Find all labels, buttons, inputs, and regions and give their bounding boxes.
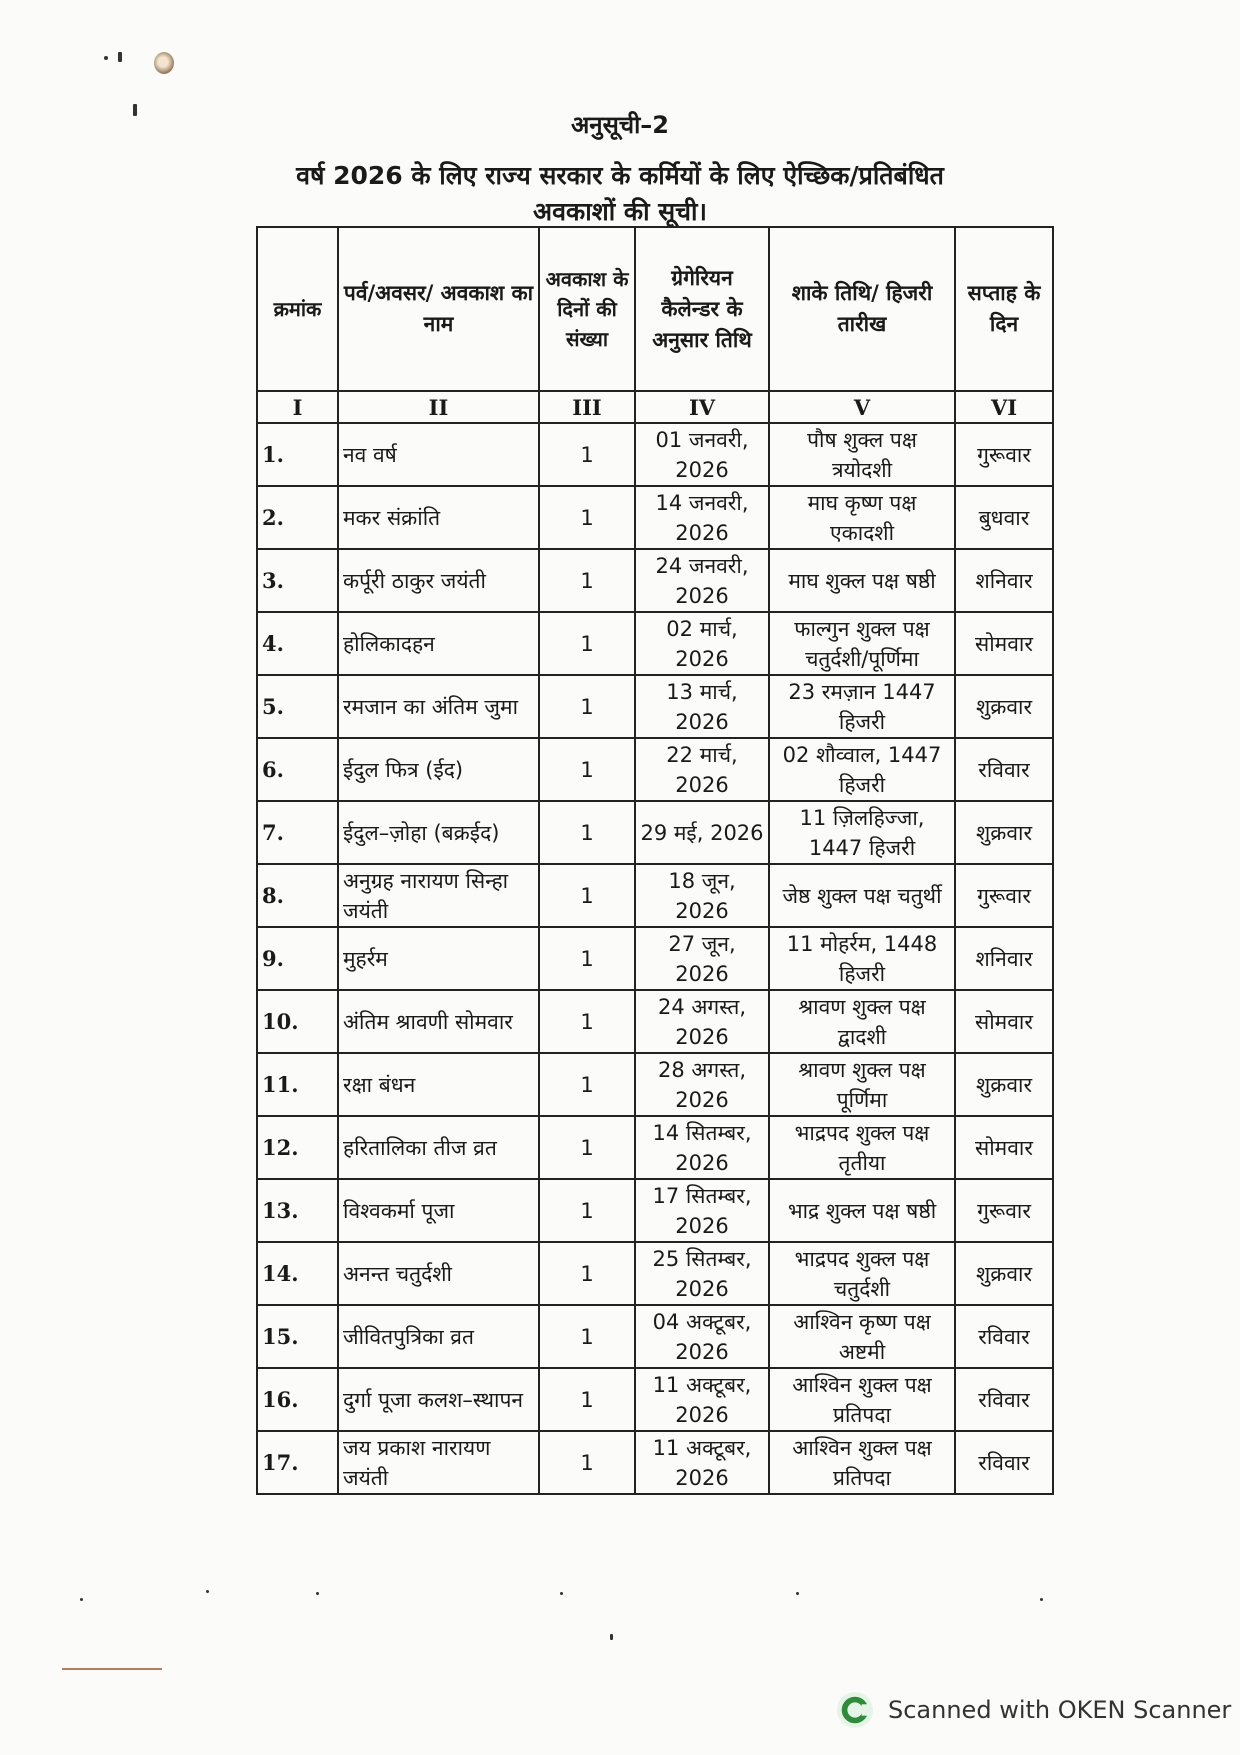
holiday-name: जीवितपुत्रिका व्रत	[338, 1305, 539, 1368]
holiday-days: 1	[539, 1305, 635, 1368]
gregorian-date: 27 जून, 2026	[635, 927, 769, 990]
gregorian-date: 04 अक्टूबर, 2026	[635, 1305, 769, 1368]
shake-hijri-date: आश्विन कृष्ण पक्ष अष्टमी	[769, 1305, 955, 1368]
serial-number: 6.	[257, 738, 338, 801]
table-row	[257, 1053, 1053, 1116]
shake-hijri-date: माघ कृष्ण पक्ष एकादशी	[769, 486, 955, 549]
weekday: रविवार	[955, 738, 1053, 801]
holiday-name: रक्षा बंधन	[338, 1053, 539, 1116]
table-row	[257, 990, 1053, 1053]
column-header-serial: क्रमांक	[257, 227, 338, 391]
shake-hijri-date: श्रावण शुक्ल पक्ष पूर्णिमा	[769, 1053, 955, 1116]
shake-hijri-date: फाल्गुन शुक्ल पक्ष चतुर्दशी/पूर्णिमा	[769, 612, 955, 675]
punch-hole	[154, 52, 174, 74]
holiday-name: अनन्त चतुर्दशी	[338, 1242, 539, 1305]
weekday: शनिवार	[955, 549, 1053, 612]
column-header-name: पर्व/अवसर/ अवकाश का नाम	[338, 227, 539, 391]
weekday: सोमवार	[955, 990, 1053, 1053]
holiday-name: जय प्रकाश नारायण जयंती	[338, 1431, 539, 1494]
holiday-name: रमजान का अंतिम जुमा	[338, 675, 539, 738]
holiday-days: 1	[539, 549, 635, 612]
gregorian-date: 17 सितम्बर, 2026	[635, 1179, 769, 1242]
weekday: बुधवार	[955, 486, 1053, 549]
serial-number: 10.	[257, 990, 338, 1053]
shake-hijri-date: श्रावण शुक्ल पक्ष द्वादशी	[769, 990, 955, 1053]
shake-hijri-date: पौष शुक्ल पक्ष त्रयोदशी	[769, 423, 955, 486]
holiday-days: 1	[539, 990, 635, 1053]
serial-number: 12.	[257, 1116, 338, 1179]
holiday-name: नव वर्ष	[338, 423, 539, 486]
shake-hijri-date: भाद्रपद शुक्ल पक्ष चतुर्दशी	[769, 1242, 955, 1305]
roman-numeral: II	[338, 391, 539, 423]
weekday: शुक्रवार	[955, 1053, 1053, 1116]
gregorian-date: 18 जून, 2026	[635, 864, 769, 927]
weekday: शनिवार	[955, 927, 1053, 990]
serial-number: 2.	[257, 486, 338, 549]
document-title-line1: वर्ष 2026 के लिए राज्य सरकार के कर्मियों के लिए ऐच्छिक/प्रतिबंधित	[296, 161, 944, 190]
gregorian-date: 24 अगस्त, 2026	[635, 990, 769, 1053]
gregorian-date: 14 जनवरी, 2026	[635, 486, 769, 549]
serial-number: 13.	[257, 1179, 338, 1242]
document-title-line2: अवकाशों की सूची।	[533, 197, 707, 226]
weekday: रविवार	[955, 1368, 1053, 1431]
table-row	[257, 1179, 1053, 1242]
holiday-table	[256, 226, 1054, 1495]
serial-number: 11.	[257, 1053, 338, 1116]
serial-number: 8.	[257, 864, 338, 927]
roman-numeral: VI	[955, 391, 1053, 423]
column-header-shake-hijri: शाके तिथि/ हिजरी तारीख	[769, 227, 955, 391]
table-row	[257, 1431, 1053, 1494]
holiday-days: 1	[539, 1242, 635, 1305]
weekday: शुक्रवार	[955, 675, 1053, 738]
scan-speck	[796, 1592, 799, 1595]
table-row	[257, 549, 1053, 612]
weekday: रविवार	[955, 1431, 1053, 1494]
serial-number: 7.	[257, 801, 338, 864]
scan-edge-line	[62, 1668, 162, 1670]
roman-numeral: III	[539, 391, 635, 423]
gregorian-date: 22 मार्च, 2026	[635, 738, 769, 801]
scan-speck	[104, 56, 108, 60]
weekday: सोमवार	[955, 612, 1053, 675]
holiday-days: 1	[539, 738, 635, 801]
shake-hijri-date: 02 शौव्वाल, 1447 हिजरी	[769, 738, 955, 801]
gregorian-date: 28 अगस्त, 2026	[635, 1053, 769, 1116]
holiday-days: 1	[539, 864, 635, 927]
holiday-name: कर्पूरी ठाकुर जयंती	[338, 549, 539, 612]
holiday-days: 1	[539, 1116, 635, 1179]
holiday-name: अनुग्रह नारायण सिन्हा जयंती	[338, 864, 539, 927]
serial-number: 14.	[257, 1242, 338, 1305]
table-row	[257, 423, 1053, 486]
column-header-weekday: सप्ताह के दिन	[955, 227, 1053, 391]
serial-number: 9.	[257, 927, 338, 990]
holiday-days: 1	[539, 675, 635, 738]
serial-number: 5.	[257, 675, 338, 738]
gregorian-date: 14 सितम्बर, 2026	[635, 1116, 769, 1179]
roman-numeral: V	[769, 391, 955, 423]
table-row	[257, 927, 1053, 990]
holiday-days: 1	[539, 1179, 635, 1242]
holiday-days: 1	[539, 927, 635, 990]
roman-numeral-row	[257, 391, 1053, 423]
gregorian-date: 29 मई, 2026	[635, 801, 769, 864]
holiday-name: मकर संक्रांति	[338, 486, 539, 549]
weekday: गुरूवार	[955, 423, 1053, 486]
serial-number: 4.	[257, 612, 338, 675]
shake-hijri-date: भाद्र शुक्ल पक्ष षष्ठी	[769, 1179, 955, 1242]
oken-scanner-logo-icon	[836, 1691, 874, 1729]
roman-numeral: IV	[635, 391, 769, 423]
holiday-name: होलिकादहन	[338, 612, 539, 675]
shake-hijri-date: 11 ज़िलहिज्जा, 1447 हिजरी	[769, 801, 955, 864]
serial-number: 17.	[257, 1431, 338, 1494]
table-row	[257, 612, 1053, 675]
weekday: गुरूवार	[955, 1179, 1053, 1242]
serial-number: 15.	[257, 1305, 338, 1368]
gregorian-date: 24 जनवरी, 2026	[635, 549, 769, 612]
scan-speck	[560, 1592, 563, 1595]
table-row	[257, 864, 1053, 927]
serial-number: 3.	[257, 549, 338, 612]
shake-hijri-date: आश्विन शुक्ल पक्ष प्रतिपदा	[769, 1431, 955, 1494]
scanner-watermark	[836, 1690, 1231, 1730]
weekday: शुक्रवार	[955, 801, 1053, 864]
serial-number: 1.	[257, 423, 338, 486]
gregorian-date: 01 जनवरी, 2026	[635, 423, 769, 486]
holiday-name: ईदुल फित्र (ईद)	[338, 738, 539, 801]
holiday-days: 1	[539, 801, 635, 864]
table-row	[257, 1305, 1053, 1368]
gregorian-date: 02 मार्च, 2026	[635, 612, 769, 675]
table-row	[257, 1116, 1053, 1179]
weekday: शुक्रवार	[955, 1242, 1053, 1305]
table-row	[257, 801, 1053, 864]
table-row	[257, 1242, 1053, 1305]
holiday-name: हरितालिका तीज व्रत	[338, 1116, 539, 1179]
holiday-days: 1	[539, 486, 635, 549]
shake-hijri-date: माघ शुक्ल पक्ष षष्ठी	[769, 549, 955, 612]
gregorian-date: 25 सितम्बर, 2026	[635, 1242, 769, 1305]
shake-hijri-date: 23 रमज़ान 1447 हिजरी	[769, 675, 955, 738]
gregorian-date: 11 अक्टूबर, 2026	[635, 1368, 769, 1431]
holiday-days: 1	[539, 1431, 635, 1494]
table-row	[257, 738, 1053, 801]
holiday-name: अंतिम श्रावणी सोमवार	[338, 990, 539, 1053]
shake-hijri-date: आश्विन शुक्ल पक्ष प्रतिपदा	[769, 1368, 955, 1431]
holiday-name: ईदुल–ज़ोहा (बक्रईद)	[338, 801, 539, 864]
table-row	[257, 486, 1053, 549]
scan-speck	[118, 52, 122, 62]
scan-speck	[1040, 1598, 1043, 1601]
holiday-name: मुहर्रम	[338, 927, 539, 990]
roman-numeral: I	[257, 391, 338, 423]
column-header-gregorian-date: ग्रेगेरियन कैलेन्डर के अनुसार तिथि	[635, 227, 769, 391]
holiday-days: 1	[539, 423, 635, 486]
shake-hijri-date: भाद्रपद शुक्ल पक्ष तृतीया	[769, 1116, 955, 1179]
holiday-days: 1	[539, 612, 635, 675]
scan-speck	[80, 1598, 83, 1601]
table-header-row	[257, 227, 1053, 391]
weekday: गुरूवार	[955, 864, 1053, 927]
scan-speck	[316, 1592, 319, 1595]
weekday: सोमवार	[955, 1116, 1053, 1179]
gregorian-date: 13 मार्च, 2026	[635, 675, 769, 738]
column-header-days: अवकाश के दिनों की संख्या	[539, 227, 635, 391]
scan-speck	[206, 1590, 209, 1593]
holiday-name: दुर्गा पूजा कलश–स्थापन	[338, 1368, 539, 1431]
shake-hijri-date: जेष्ठ शुक्ल पक्ष चतुर्थी	[769, 864, 955, 927]
weekday: रविवार	[955, 1305, 1053, 1368]
holiday-days: 1	[539, 1368, 635, 1431]
holiday-name: विश्वकर्मा पूजा	[338, 1179, 539, 1242]
shake-hijri-date: 11 मोहर्रम, 1448 हिजरी	[769, 927, 955, 990]
table-row	[257, 1368, 1053, 1431]
table-row	[257, 675, 1053, 738]
schedule-heading: अनुसूची–2	[570, 111, 670, 139]
watermark-text: Scanned with OKEN Scanner	[888, 1696, 1232, 1724]
gregorian-date: 11 अक्टूबर, 2026	[635, 1431, 769, 1494]
holiday-days: 1	[539, 1053, 635, 1116]
serial-number: 16.	[257, 1368, 338, 1431]
scan-speck	[610, 1634, 613, 1640]
